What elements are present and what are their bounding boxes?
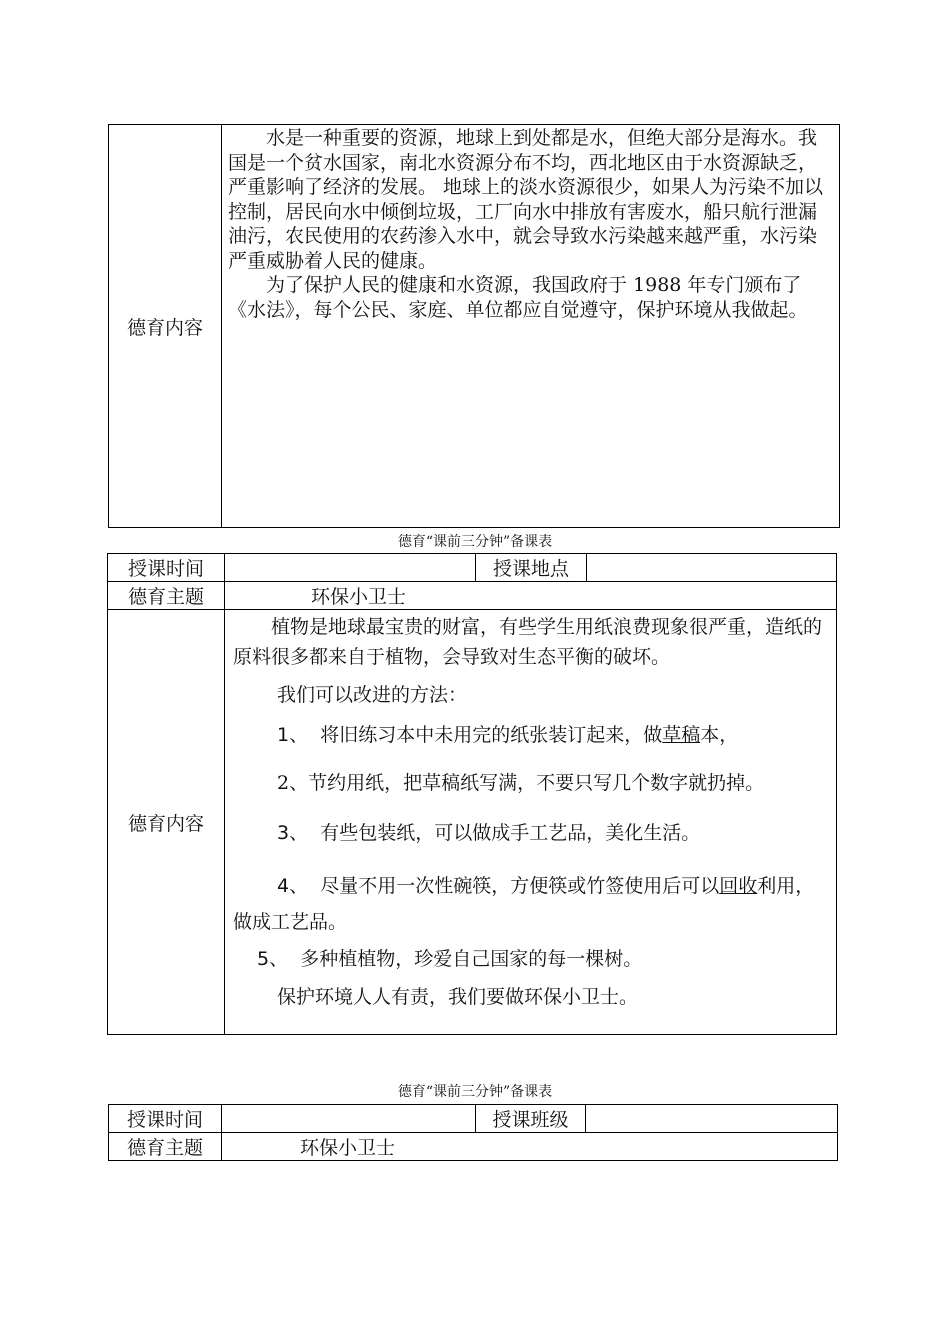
class-label: 授课班级 xyxy=(476,1105,586,1133)
item-number: 1、 xyxy=(277,724,309,746)
methods-title: 我们可以改进的方法： xyxy=(277,684,468,706)
intro-paragraph: 植物是地球最宝贵的财富，有些学生用纸浪费现象很严重，造纸的原料很多都来自于植物，会导致对生态平衡的破坏。 xyxy=(233,616,823,668)
lesson-table-2 xyxy=(107,553,837,1035)
table2-caption: 德育“课前三分钟”备课表 xyxy=(397,534,553,550)
content-label: 德育内容 xyxy=(109,125,222,528)
time-value[interactable] xyxy=(225,554,476,582)
lesson-table-3 xyxy=(108,1104,838,1161)
method-item-1: 1、 将旧练习本中未用完的纸张装订起来，做草稿本， xyxy=(277,724,739,746)
place-value[interactable] xyxy=(587,554,837,582)
table3-caption: 德育“课前三分钟”备课表 xyxy=(397,1084,553,1100)
content-label: 德育内容 xyxy=(108,610,225,1035)
method-item-5: 5、 多种植植物，珍爱自己国家的每一棵树。 xyxy=(257,948,643,970)
topic-value: 环保小卫士 xyxy=(222,1133,838,1161)
time-label: 授课时间 xyxy=(108,554,225,582)
topic-label: 德育主题 xyxy=(109,1133,222,1161)
closing-line: 保护环境人人有责，我们要做环保小卫士。 xyxy=(277,986,639,1008)
topic-label: 德育主题 xyxy=(108,582,225,610)
topic-value: 环保小卫士 xyxy=(225,582,837,610)
method-item-2: 2、节约用纸，把草稿纸写满，不要只写几个数字就扔掉。 xyxy=(277,772,765,794)
item-number: 3、 xyxy=(277,822,309,844)
item-number: 5、 xyxy=(257,948,289,970)
time-label: 授课时间 xyxy=(109,1105,222,1133)
content-cell xyxy=(225,610,837,1035)
time-value[interactable] xyxy=(222,1105,476,1133)
content-cell xyxy=(222,125,840,528)
method-item-3: 3、 有些包装纸，可以做成手工艺品，美化生活。 xyxy=(277,822,701,844)
content-paragraph-1: 水是一种重要的资源，地球上到处都是水，但绝大部分是海水。我国是一个贫水国家，南北水资源分布不均，西北地区由于水资源缺乏，严重影响了经济的发展。 地球上的淡水资源很少，如果人为污染不加以控制，居民向水中倾倒垃圾，工厂向水中排放有害废水，船只航行泄漏油污，农民使用的农药渗入水中，就会导致水污染越来越严重，水污染严重威胁着人民的健康。 xyxy=(228,127,824,272)
lesson-table-1 xyxy=(108,124,840,528)
method-item-4: 4、 尽量不用一次性碗筷，方便筷或竹签使用后可以回收利用，做成工艺品。 xyxy=(233,875,815,933)
content-paragraph-2: 为了保护人民的健康和水资源，我国政府于 1988 年专门颁布了《水法》，每个公民、家庭、单位都应自觉遵守，保护环境从我做起。 xyxy=(228,274,808,321)
place-label: 授课地点 xyxy=(476,554,587,582)
item-number: 4、 xyxy=(277,875,309,897)
class-value[interactable] xyxy=(586,1105,838,1133)
